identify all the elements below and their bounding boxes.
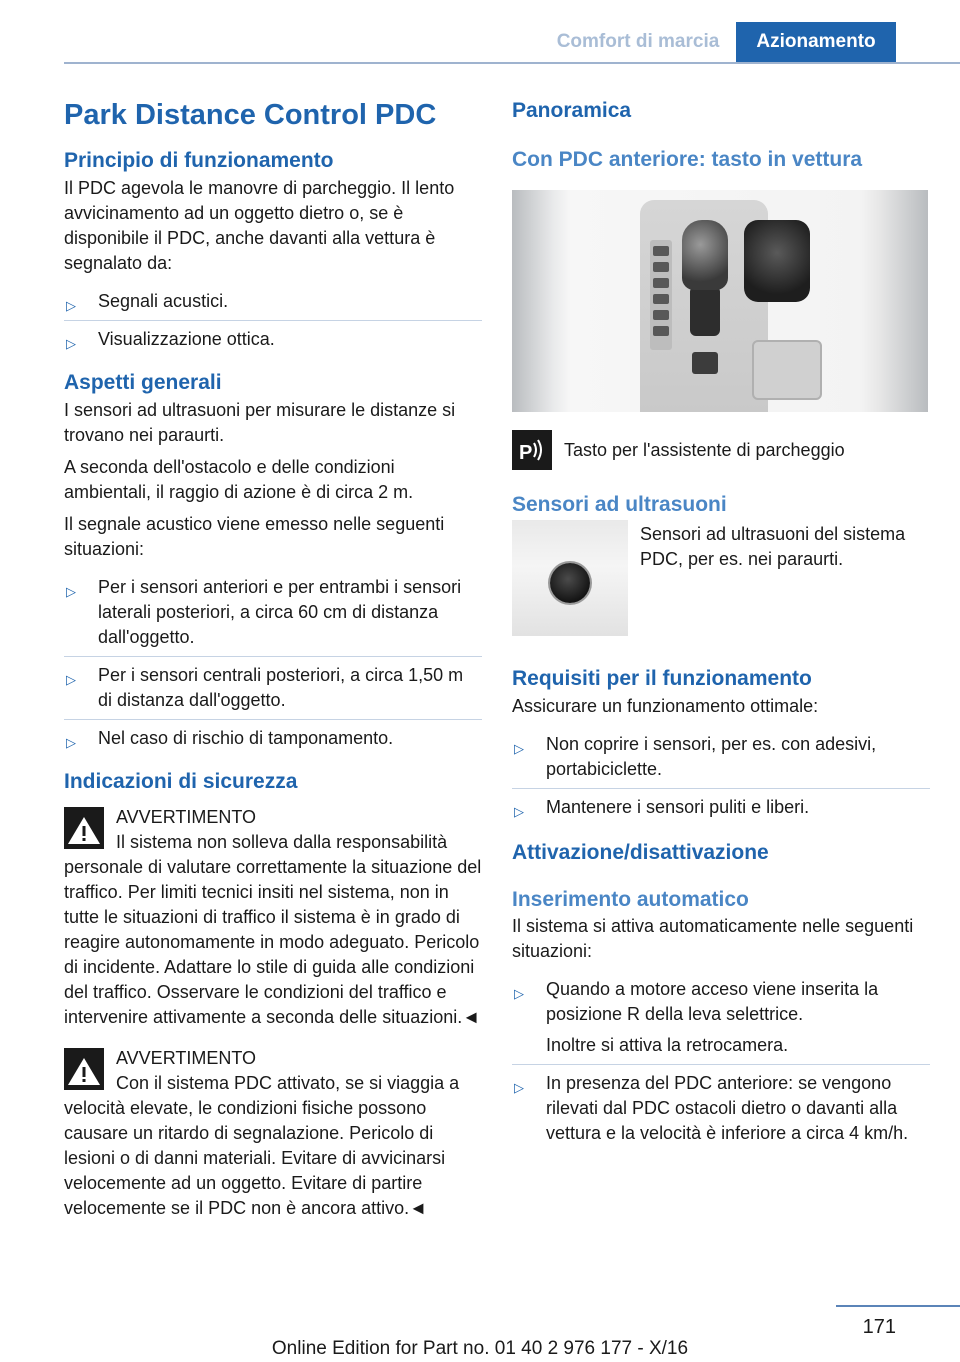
- list-item: ▷ Nel caso di rischio di tamponamento.: [64, 719, 482, 757]
- requirements-list: [512, 726, 930, 826]
- requirements-heading: Requisiti per il funzionamento: [512, 667, 812, 690]
- page-number: 171: [862, 1316, 896, 1338]
- triangle-bullet-icon: ▷: [66, 672, 76, 687]
- front-pdc-heading: Con PDC anteriore: tasto in vettura: [512, 148, 863, 171]
- activation-heading: Attivazione/disattivazione: [512, 841, 769, 864]
- general-heading: Aspetti generali: [64, 371, 222, 394]
- triangle-bullet-icon: ▷: [66, 735, 76, 750]
- general-list: [64, 569, 482, 757]
- page-title: Park Distance Control PDC: [64, 99, 437, 131]
- footer-divider: [836, 1305, 960, 1307]
- header-divider: [64, 62, 960, 64]
- sensor-block: [512, 520, 930, 636]
- triangle-bullet-icon: ▷: [514, 986, 524, 1001]
- sensors-heading: Sensori ad ultrasuoni: [512, 493, 727, 516]
- pdc-button-caption: Tasto per l'assistente di parcheggio: [564, 439, 845, 460]
- warning-triangle-icon: [64, 1048, 104, 1090]
- principle-list: [64, 283, 482, 358]
- list-item: ▷ Non coprire i sensori, per es. con adesivi, portabiciclette.: [514, 734, 877, 779]
- triangle-bullet-icon: ▷: [66, 584, 76, 599]
- requirements-text: Assicurare un funzionamento ottimale:: [512, 696, 819, 716]
- left-column: [64, 96, 482, 1237]
- general-p3: Il segnale acustico viene emesso nelle seguenti situazioni:: [64, 514, 445, 559]
- edition-text: Online Edition for Part no. 01 40 2 976 177 - X/16: [271, 1338, 689, 1359]
- activation-list: [512, 971, 930, 1152]
- overview-heading: Panoramica: [512, 99, 632, 122]
- triangle-bullet-icon: ▷: [514, 741, 524, 756]
- svg-text:P: P: [519, 442, 533, 464]
- header-chapter-tab: Azionamento: [736, 22, 896, 62]
- list-item: ▷ In presenza del PDC anteriore: se vengono rilevati dal PDC ostacoli dietro o davanti alla vettura e la velocità è inferiore a circa 4 km/h.: [512, 1064, 930, 1152]
- list-item: ▷ Per i sensori centrali posteriori, a circa 1,50 m di distanza dall'oggetto.: [64, 656, 482, 719]
- center-console-photo: [512, 190, 928, 412]
- warning-block: [64, 805, 482, 1030]
- triangle-bullet-icon: ▷: [66, 298, 76, 313]
- triangle-bullet-icon: ▷: [514, 804, 524, 819]
- right-column: [512, 96, 930, 1158]
- list-item: ▷ Visualizzazione ottica.: [64, 320, 482, 358]
- parking-assistant-icon: [512, 430, 552, 470]
- triangle-bullet-icon: ▷: [514, 1080, 524, 1095]
- warning-triangle-icon: [64, 807, 104, 849]
- warning-label: AVVERTIMENTO: [116, 1048, 257, 1068]
- principle-heading: Principio di funzionamento: [64, 149, 334, 172]
- list-item: ▷ Per i sensori anteriori e per entrambi i sensori laterali posteriori, a circa 60 cm di distanza dall'oggetto.: [66, 577, 462, 647]
- general-p1: I sensori ad ultrasuoni per misurare le distanze si trovano nei paraurti.: [64, 400, 456, 445]
- warning-text: Con il sistema PDC attivato, se si viaggia a velocità elevate, le condizioni fisiche possono causare un ritardo di segnalazione. Pericolo di lesioni o di danni materiali. Evitare di avvicinarsi velocemente ad un oggetto. Evitare di partire velocemente se il PDC non è ancora attivo.◄: [64, 1073, 460, 1218]
- list-item: ▷ Segnali acustici.: [64, 283, 482, 320]
- pdc-button-legend: [512, 430, 930, 470]
- principle-text: Il PDC agevola le manovre di parcheggio. Il lento avvicinamento ad un oggetto dietro o, se è disponibile il PDC, anche davanti alla vettura è segnalato da:: [64, 178, 455, 273]
- list-item: ▷ Mantenere i sensori puliti e liberi.: [512, 788, 930, 826]
- list-item: ▷ Quando a motore acceso viene inserita la posizione R della leva selettrice. Inoltre si attiva la retrocamera.: [514, 979, 879, 1055]
- warning-label: AVVERTIMENTO: [116, 807, 257, 827]
- general-p2: A seconda dell'ostacolo e delle condizioni ambientali, il raggio di azione è di circa 2 m.: [64, 457, 414, 502]
- controller-dial-image: [744, 220, 810, 302]
- safety-heading: Indicazioni di sicurezza: [64, 770, 298, 793]
- auto-activation-heading: Inserimento automatico: [512, 888, 749, 911]
- ultrasonic-sensor-image: [512, 520, 628, 636]
- triangle-bullet-icon: ▷: [66, 336, 76, 351]
- activation-text: Il sistema si attiva automaticamente nelle seguenti situazioni:: [512, 916, 914, 961]
- header-section-tab: Comfort di marcia: [556, 31, 720, 52]
- sensors-text: Sensori ad ultrasuoni del sistema PDC, per es. nei paraurti.: [640, 524, 906, 569]
- gear-selector-image: [682, 220, 728, 290]
- warning-text: Il sistema non solleva dalla responsabilità personale di valutare correttamente la situazione del traffico. Per limiti tecnici insiti nel sistema, non in tutte le situazioni di traffico il sistema è in grado di reagire autonomamente in modo adeguato. Pericolo di incidente. Adattare lo stile di guida alle condizioni del traffico. Osservare le condizioni del traffico e intervenire attivamente a seconda delle situazioni.◄: [64, 832, 482, 1027]
- warning-block: [64, 1046, 482, 1221]
